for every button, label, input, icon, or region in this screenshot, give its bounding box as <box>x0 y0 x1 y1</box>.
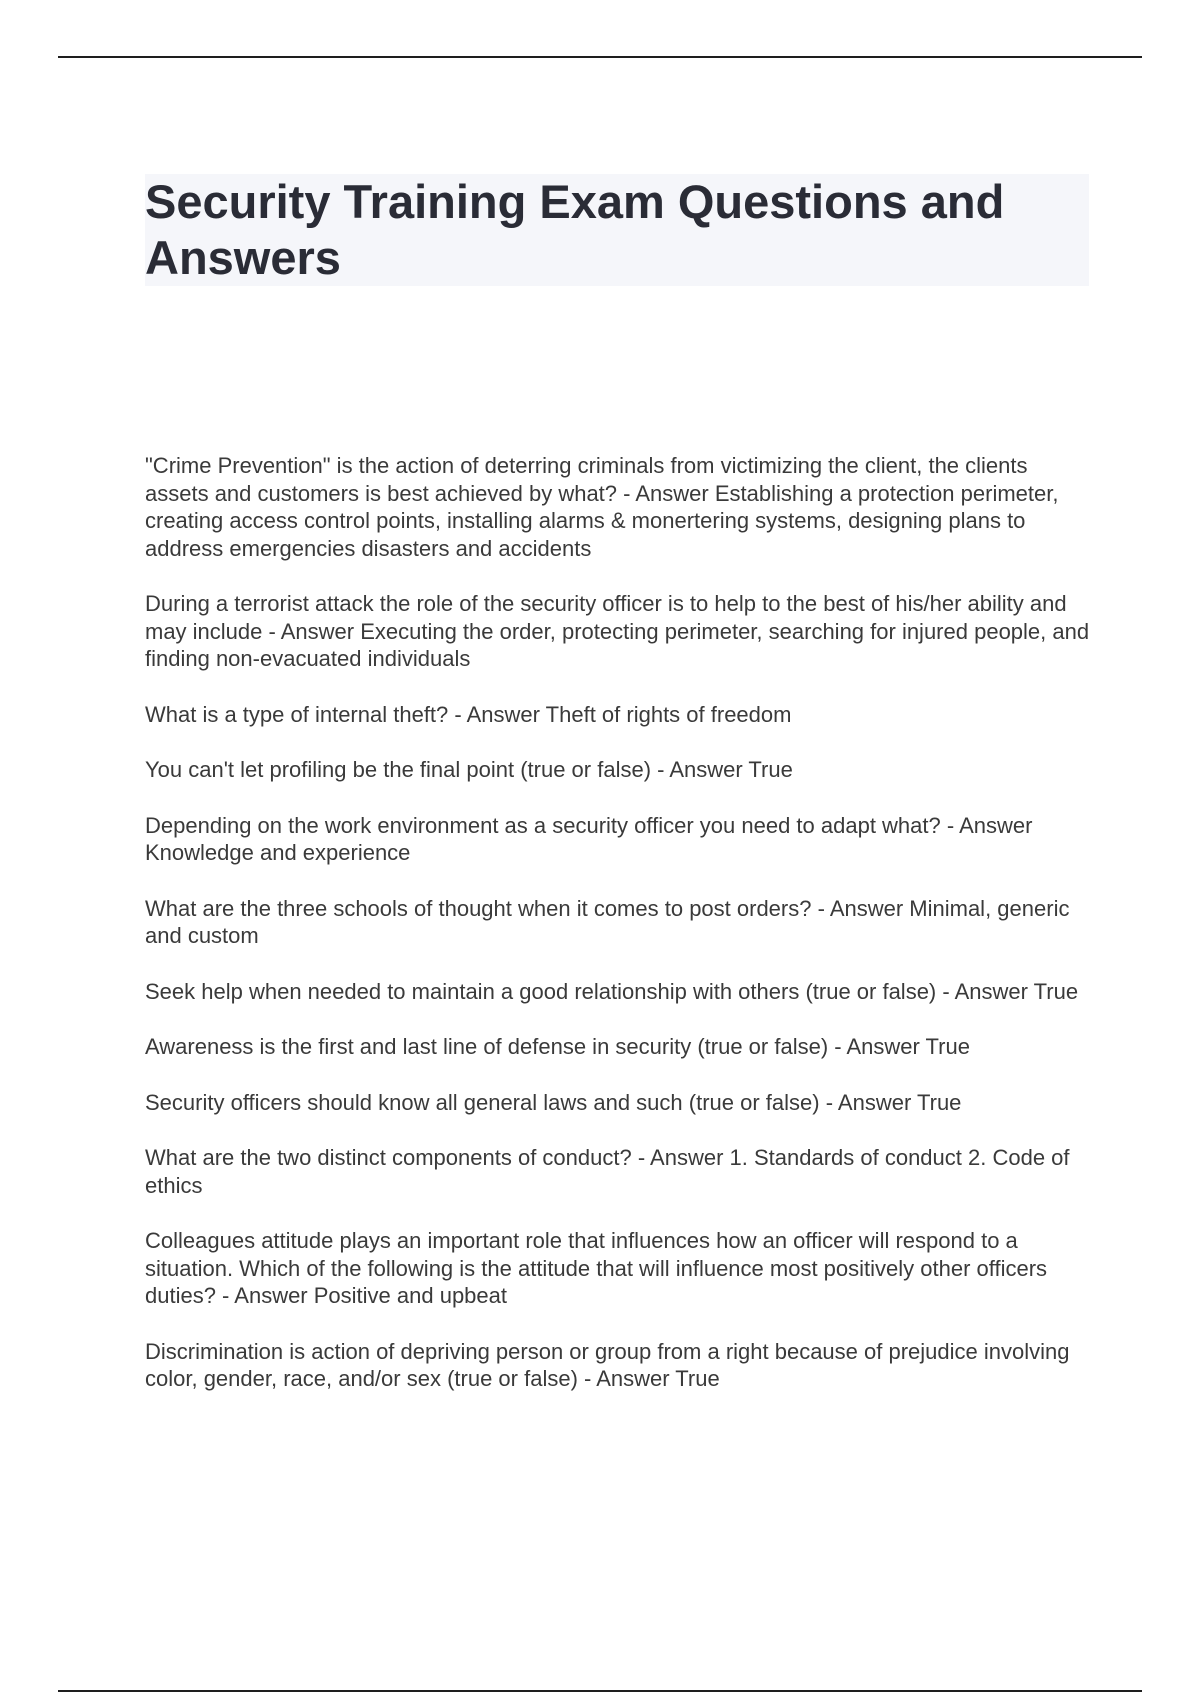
qa-item: Awareness is the first and last line of defense in security (true or false) - Answer True <box>145 1034 970 1059</box>
qa-item: You can't let profiling be the final point (true or false) - Answer True <box>145 757 793 782</box>
qa-item: Discrimination is action of depriving person or group from a right because of prejudice involving color, gender, race, and/or sex (true or false) - Answer True <box>145 1338 1070 1391</box>
qa-item: Colleagues attitude plays an important role that influences how an officer will respond to a situation. Which of the following is the attitude that will influence most positively other officers duties? - Answer Positive and upbeat <box>145 1228 1048 1308</box>
qa-item: Depending on the work environment as a security officer you need to adapt what? - Answer Knowledge and experience <box>145 812 1033 865</box>
top-rule <box>58 56 1142 58</box>
qa-item: During a terrorist attack the role of the security officer is to help to the best of his/her ability and may include - Answer Executing the order, protecting perimeter, searching for injured people, and finding non-evacuated individuals <box>145 591 1090 671</box>
qa-item: "Crime Prevention" is the action of deterring criminals from victimizing the client, the clients assets and customers is best achieved by what? - Answer Establishing a protection perimeter, creating access control points, installing alarms & monertering systems, designing plans to address emergencies disasters and accidents <box>145 453 1059 561</box>
page-title: Security Training Exam Questions and Answers <box>145 175 1005 284</box>
bottom-rule <box>58 1690 1142 1692</box>
qa-item: What is a type of internal theft? - Answer Theft of rights of freedom <box>145 701 792 727</box>
qa-item: What are the three schools of thought when it comes to post orders? - Answer Minimal, generic and custom <box>145 895 1070 948</box>
title-banner <box>145 174 1089 286</box>
qa-item: Security officers should know all general laws and such (true or false) - Answer True <box>145 1089 962 1115</box>
qa-item: Seek help when needed to maintain a good relationship with others (true or false) - Answer True <box>145 978 1079 1004</box>
qa-item: What are the two distinct components of conduct? - Answer 1. Standards of conduct 2. Code of ethics <box>145 1145 1070 1198</box>
qa-list <box>145 452 1095 1421</box>
